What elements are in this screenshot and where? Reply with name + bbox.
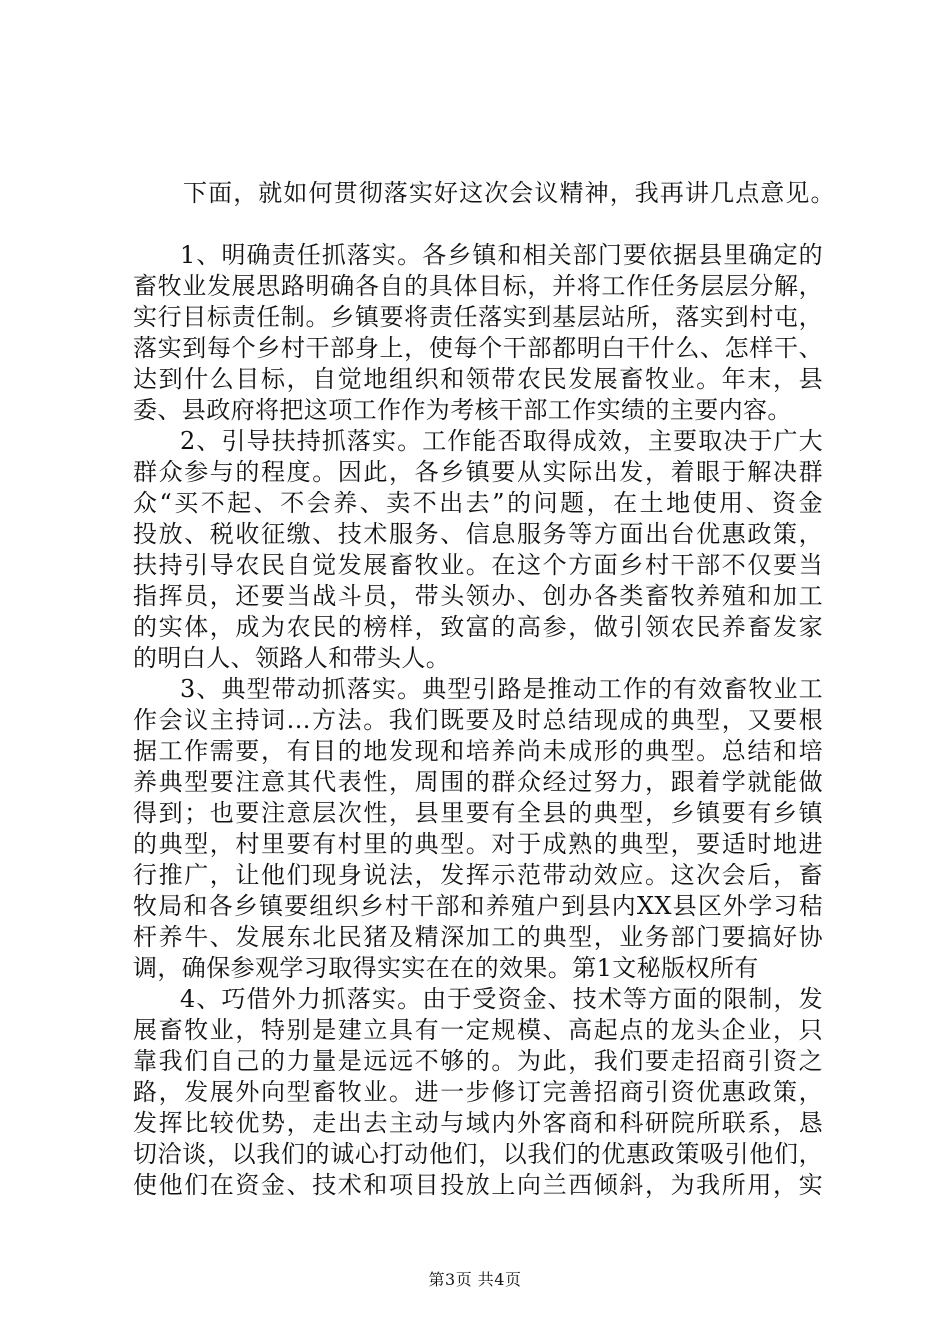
paragraph-line: 发挥比较优势，走出去主动与域内外客商和科研院所联系，恳 [133,1109,823,1137]
paragraph-line: 切洽谈，以我们的诚心打动他们，以我们的优惠政策吸引他们， [133,1140,823,1168]
paragraph-line: 展畜牧业，特别是建立具有一定规模、高起点的龙头企业，只 [133,1016,823,1044]
page-footer: 第3页 共4页 [428,1270,522,1289]
paragraph-line: 3、典型带动抓落实。典型引路是推动工作的有效畜牧业工 [180,675,823,703]
paragraph-line: 1、明确责任抓落实。各乡镇和相关部门要依据县里确定的 [180,241,823,269]
paragraph-line: 实行目标责任制。乡镇要将责任落实到基层站所，落实到村屯， [133,303,823,331]
paragraph-line: 得到；也要注意层次性，县里要有全县的典型，乡镇要有乡镇 [133,799,823,827]
paragraph-line: 作会议主持词...方法。我们既要及时总结现成的典型，又要根 [133,706,823,734]
paragraph-line: 的明白人、领路人和带头人。 [133,644,451,672]
paragraph-line: 的实体，成为农民的榜样，致富的高参，做引领农民养畜发家 [133,613,823,641]
paragraph-line: 行推广，让他们现身说法，发挥示范带动效应。这次会后，畜 [133,861,823,889]
document-body [133,240,823,1201]
paragraph-line: 众“买不起、不会养、卖不出去”的问题，在土地使用、资金 [133,489,823,517]
paragraph-line: 达到什么目标，自觉地组织和领带农民发展畜牧业。年末，县 [133,365,823,393]
paragraph-line: 群众参与的程度。因此，各乡镇要从实际出发，着眼于解决群 [133,458,823,486]
paragraph-line: 的典型，村里要有村里的典型。对于成熟的典型，要适时地进 [133,830,823,858]
paragraph-line: 2、引导扶持抓落实。工作能否取得成效，主要取决于广大 [180,427,823,455]
paragraph-line: 指挥员，还要当战斗员，带头领办、创办各类畜牧养殖和加工 [133,582,823,610]
paragraph-line: 使他们在资金、技术和项目投放上向兰西倾斜，为我所用，实 [133,1171,823,1199]
paragraph-line: 路，发展外向型畜牧业。进一步修订完善招商引资优惠政策， [133,1078,823,1106]
intro-paragraph: 下面，就如何贯彻落实好这次会议精神，我再讲几点意见。 [183,179,836,207]
paragraph-line: 投放、税收征缴、技术服务、信息服务等方面出台优惠政策， [133,520,823,548]
paragraph-line: 调，确保参观学习取得实实在在的效果。第1文秘版权所有 [133,954,759,982]
paragraph-line: 养典型要注意其代表性，周围的群众经过努力，跟着学就能做 [133,768,823,796]
paragraph-line: 靠我们自己的力量是远远不够的。为此，我们要走招商引资之 [133,1047,823,1075]
paragraph-line: 据工作需要，有目的地发现和培养尚未成形的典型。总结和培 [133,737,823,765]
paragraph-line: 4、巧借外力抓落实。由于受资金、技术等方面的限制，发 [180,985,823,1013]
paragraph-line: 畜牧业发展思路明确各自的具体目标，并将工作任务层层分解， [133,272,823,300]
paragraph-line: 扶持引导农民自觉发展畜牧业。在这个方面乡村干部不仅要当 [133,551,823,579]
paragraph-line: 委、县政府将把这项工作作为考核干部工作实绩的主要内容。 [133,396,792,424]
paragraph-line: 杆养牛、发展东北民猪及精深加工的典型，业务部门要搞好协 [133,923,823,951]
paragraph-line: 落实到每个乡村干部身上，使每个干部都明白干什么、怎样干、 [133,334,823,362]
paragraph-line: 牧局和各乡镇要组织乡村干部和养殖户到县内XX县区外学习秸 [133,892,823,920]
